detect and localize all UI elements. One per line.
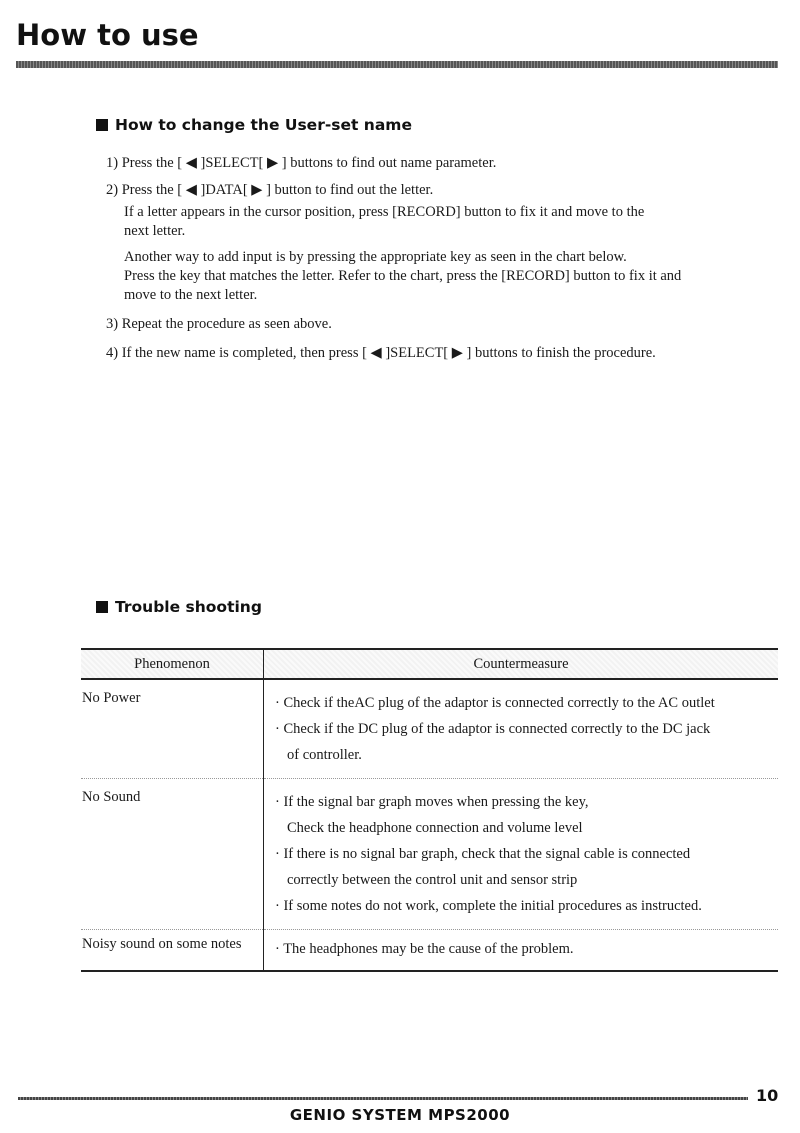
countermeasure-item: · If some notes do not work, complete the initial procedures as instructed.: [275, 898, 702, 914]
countermeasure-item: · If there is no signal bar graph, check that the signal cable is connected correctly between the control unit and sensor strip: [275, 846, 691, 888]
section-heading-text: How to change the User-set name: [115, 116, 412, 134]
column-header-countermeasure: Countermeasure: [264, 649, 779, 679]
trouble-shooting-table: [81, 648, 778, 972]
countermeasure-cell: [264, 679, 779, 779]
step-2-note-2: [106, 248, 766, 305]
step-4: [106, 344, 766, 363]
step-text: 4) If the new name is completed, then press [ ◀ ]SELECT[ ▶ ] buttons to finish the procedure.: [106, 345, 656, 361]
note-line: Press the key that matches the letter. Refer to the chart, press the [RECORD] button to fix it and: [124, 268, 682, 284]
countermeasure-item: · The headphones may be the cause of the problem.: [275, 941, 574, 957]
note-line: next letter.: [124, 223, 186, 239]
square-bullet-icon: [96, 119, 108, 131]
section-heading-text: Trouble shooting: [115, 598, 262, 616]
phenomenon-cell: Noisy sound on some notes: [81, 930, 264, 972]
section-heading-user-set-name: [96, 116, 412, 134]
phenomenon-cell: No Power: [81, 679, 264, 779]
countermeasure-item: · Check if theAC plug of the adaptor is connected correctly to the AC outlet: [275, 695, 715, 711]
page-number: 10: [756, 1086, 779, 1105]
countermeasure-item: · Check if the DC plug of the adaptor is connected correctly to the DC jack of controller.: [275, 721, 711, 763]
step-text: 3) Repeat the procedure as seen above.: [106, 316, 332, 332]
countermeasure-cell: [264, 779, 779, 930]
note-line: Another way to add input is by pressing the appropriate key as seen in the chart below.: [124, 249, 627, 265]
section-heading-trouble-shooting: [96, 598, 262, 616]
table-row: [81, 679, 778, 779]
step-3: [106, 315, 766, 334]
countermeasure-item: · If the signal bar graph moves when pressing the key,: [275, 794, 589, 810]
square-bullet-icon: [96, 601, 108, 613]
note-line: move to the next letter.: [124, 287, 258, 303]
phenomenon-cell: No Sound: [81, 779, 264, 930]
countermeasure-item: Check the headphone connection and volume level: [287, 820, 583, 836]
page-title: How to use: [16, 18, 199, 52]
title-underline: [16, 61, 778, 68]
footer-rule: [18, 1097, 748, 1100]
footer-product-name: GENIO SYSTEM MPS2000: [289, 1106, 511, 1124]
table-row: [81, 930, 778, 972]
step-2-note-1: [106, 203, 766, 241]
procedure-steps: [106, 154, 766, 363]
column-header-phenomenon: Phenomenon: [81, 649, 264, 679]
step-text: 2) Press the [ ◀ ]DATA[ ▶ ] button to find out the letter.: [106, 182, 434, 198]
table-row: [81, 779, 778, 930]
countermeasure-cell: [264, 930, 779, 972]
step-2: [106, 181, 766, 305]
table-header-row: [81, 649, 778, 679]
note-line: If a letter appears in the cursor position, press [RECORD] button to fix it and move to the: [124, 204, 645, 220]
step-text: 1) Press the [ ◀ ]SELECT[ ▶ ] buttons to find out name parameter.: [106, 155, 497, 171]
step-1: [106, 154, 766, 173]
